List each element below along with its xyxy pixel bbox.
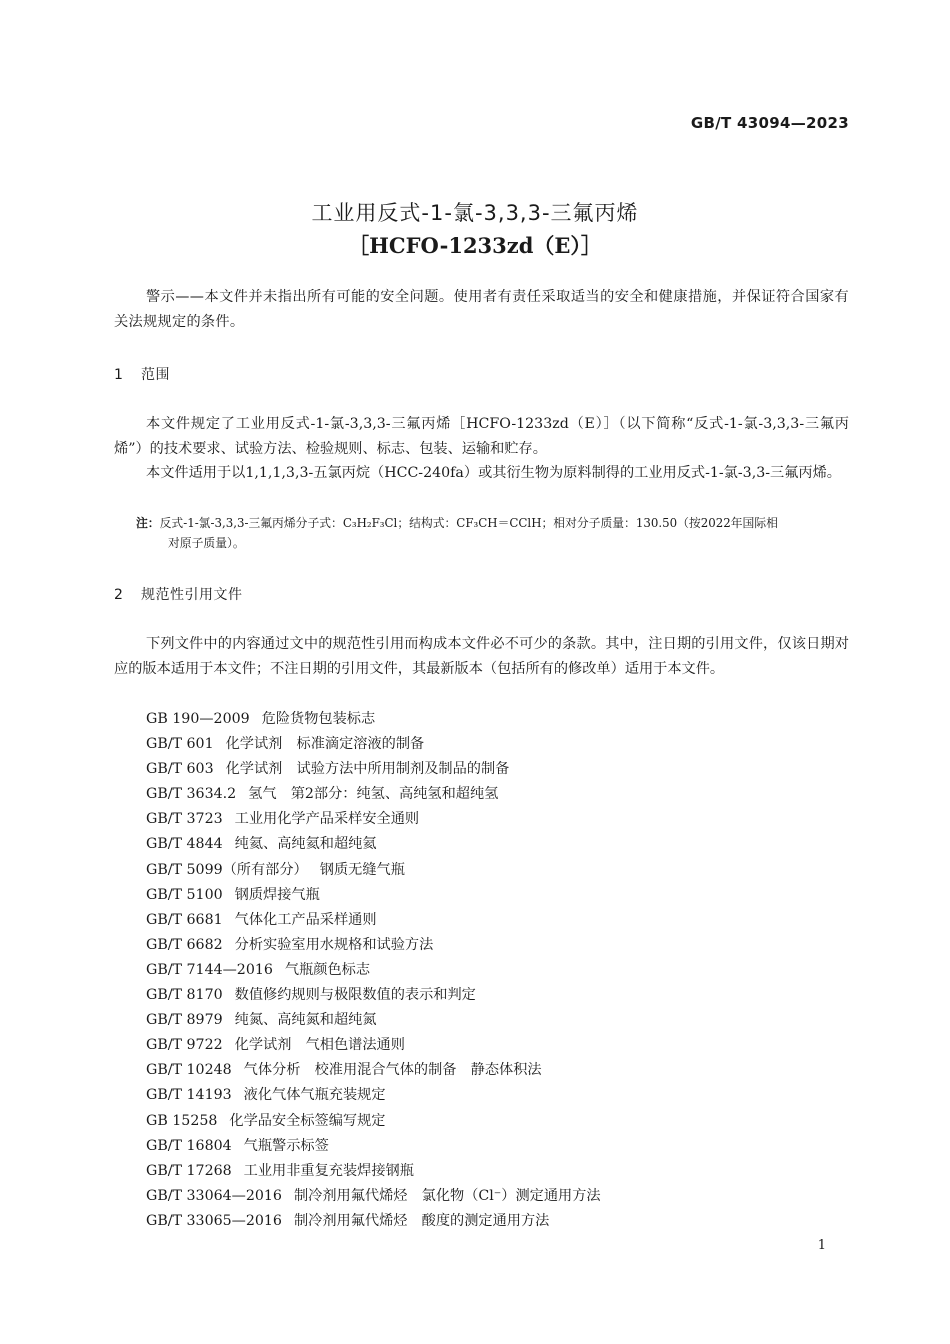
reference-item <box>146 1209 601 1234</box>
section-title: 规范性引用文件 <box>141 587 243 603</box>
reference-title: 化学试剂 气相色谱法通则 <box>234 1037 405 1054</box>
section-number: 1 <box>114 367 124 383</box>
reference-item <box>146 883 601 908</box>
document-subtitle: ［HCFO-1233zd（E）］ <box>348 233 602 258</box>
reference-title: 纯氮、高纯氮和超纯氮 <box>234 1012 377 1029</box>
reference-code: GB/T 9722 <box>146 1037 223 1054</box>
reference-code: GB/T 3634.2 <box>146 786 237 803</box>
reference-item <box>146 958 601 983</box>
warning-statement: 警示——本文件并未指出所有可能的安全问题。使用者有责任采取适当的安全和健康措施，并保证符合国家有关法规规定的条件。 <box>114 289 849 330</box>
reference-code: GB/T 6681 <box>146 911 223 928</box>
reference-item <box>146 1184 601 1209</box>
reference-title: 分析实验室用水规格和试验方法 <box>234 936 434 953</box>
reference-title: 化学品安全标签编写规定 <box>229 1112 386 1129</box>
reference-title: 制冷剂用氟代烯烃 酸度的测定通用方法 <box>293 1212 550 1229</box>
reference-item <box>146 782 601 807</box>
reference-title: 气瓶警示标签 <box>243 1137 329 1154</box>
reference-item <box>146 1058 601 1083</box>
reference-code: GB/T 5100 <box>146 886 223 903</box>
reference-title: 化学试剂 试验方法中所用制剂及制品的制备 <box>225 761 510 778</box>
reference-item <box>146 1033 601 1058</box>
reference-item <box>146 1109 601 1134</box>
reference-code: GB/T 601 <box>146 736 214 753</box>
reference-title: 工业用化学产品采样安全通则 <box>234 811 420 828</box>
section-number: 2 <box>114 587 124 603</box>
reference-item <box>146 757 601 782</box>
reference-item <box>146 1083 601 1108</box>
reference-title: 工业用非重复充装焊接钢瓶 <box>243 1162 414 1179</box>
reference-item <box>146 707 601 732</box>
reference-code: GB/T 603 <box>146 761 214 778</box>
reference-title: 气瓶颜色标志 <box>284 961 371 978</box>
reference-code: GB/T 33064—2016 <box>146 1187 282 1204</box>
reference-title: 危险货物包装标志 <box>261 711 376 727</box>
reference-code: GB/T 4844 <box>146 836 223 853</box>
reference-code: GB/T 10248 <box>146 1062 232 1079</box>
reference-code: GB/T 5099（所有部分） <box>146 861 308 878</box>
reference-title: 数值修约规则与极限数值的表示和判定 <box>234 987 476 1004</box>
reference-title: 制冷剂用氟代烯烃 氯化物（Cl⁻）测定通用方法 <box>293 1187 601 1204</box>
reference-item <box>146 1008 601 1033</box>
reference-title: 气体化工产品采样通则 <box>234 911 377 928</box>
standard-number: GB/T 43094—2023 <box>690 114 849 132</box>
reference-code: GB/T 8979 <box>146 1012 223 1029</box>
reference-item <box>146 908 601 933</box>
reference-code: GB/T 8170 <box>146 987 223 1004</box>
reference-code: GB/T 33065—2016 <box>146 1212 282 1229</box>
reference-code: GB/T 3723 <box>146 811 223 828</box>
reference-title: 液化气体气瓶充装规定 <box>243 1087 386 1104</box>
reference-code: GB/T 6682 <box>146 936 223 953</box>
reference-list <box>146 707 601 1234</box>
normative-references-intro: 下列文件中的内容通过文中的规范性引用而构成本文件必不可少的条款。其中，注日期的引用文件，仅该日期对应的版本适用于本文件；不注日期的引用文件，其最新版本（包括所有的修改单）适用于本文件。 <box>114 636 849 677</box>
reference-item <box>146 858 601 883</box>
reference-code: GB/T 16804 <box>146 1137 232 1154</box>
section-2-heading <box>114 584 243 604</box>
reference-title: 钢质焊接气瓶 <box>234 886 320 903</box>
page-number: 1 <box>817 1238 826 1253</box>
reference-title: 钢质无缝气瓶 <box>319 861 405 878</box>
scope-note <box>136 513 849 553</box>
reference-item <box>146 732 601 757</box>
reference-code: GB/T 7144—2016 <box>146 961 273 978</box>
reference-code: GB 190—2009 <box>146 711 250 727</box>
reference-title: 气体分析 校准用混合气体的制备 静态体积法 <box>243 1062 542 1079</box>
reference-code: GB/T 17268 <box>146 1162 232 1179</box>
note-label: 注： <box>136 516 160 530</box>
reference-title: 化学试剂 标准滴定溶液的制备 <box>225 736 425 753</box>
scope-paragraph-1: 本文件规定了工业用反式-1-氯-3,3,3-三氟丙烯［HCFO-1233zd（E）］（以下简称“反式-1-氯-3,3,3-三氟丙烯”）的技术要求、试验方法、检验规则、标志、包装、运输和贮存。 <box>114 416 849 457</box>
reference-item <box>146 983 601 1008</box>
document-title: 工业用反式-1-氯-3,3,3-三氟丙烯 <box>311 201 639 225</box>
note-text: 反式-1-氯-3,3,3-三氟丙烯分子式：C₃H₂F₃Cl；结构式：CF₃CH＝CClH；相对分子质量：130.50（按2022年国际相 <box>159 516 778 530</box>
reference-code: GB/T 14193 <box>146 1087 232 1104</box>
reference-item <box>146 807 601 832</box>
section-title: 范围 <box>141 367 170 383</box>
section-1-heading <box>114 364 170 384</box>
reference-item <box>146 933 601 958</box>
scope-paragraph-2: 本文件适用于以1,1,1,3,3-五氯丙烷（HCC-240fa）或其衍生物为原料制得的工业用反式-1-氯-3,3-三氟丙烯。 <box>146 465 841 481</box>
note-text-continued: 对原子质量）。 <box>168 536 245 550</box>
reference-title: 纯氦、高纯氦和超纯氦 <box>234 836 377 853</box>
reference-title: 氢气 第2部分：纯氢、高纯氢和超纯氢 <box>248 786 499 803</box>
reference-code: GB 15258 <box>146 1112 218 1129</box>
reference-item <box>146 832 601 857</box>
reference-item <box>146 1134 601 1159</box>
reference-item <box>146 1159 601 1184</box>
